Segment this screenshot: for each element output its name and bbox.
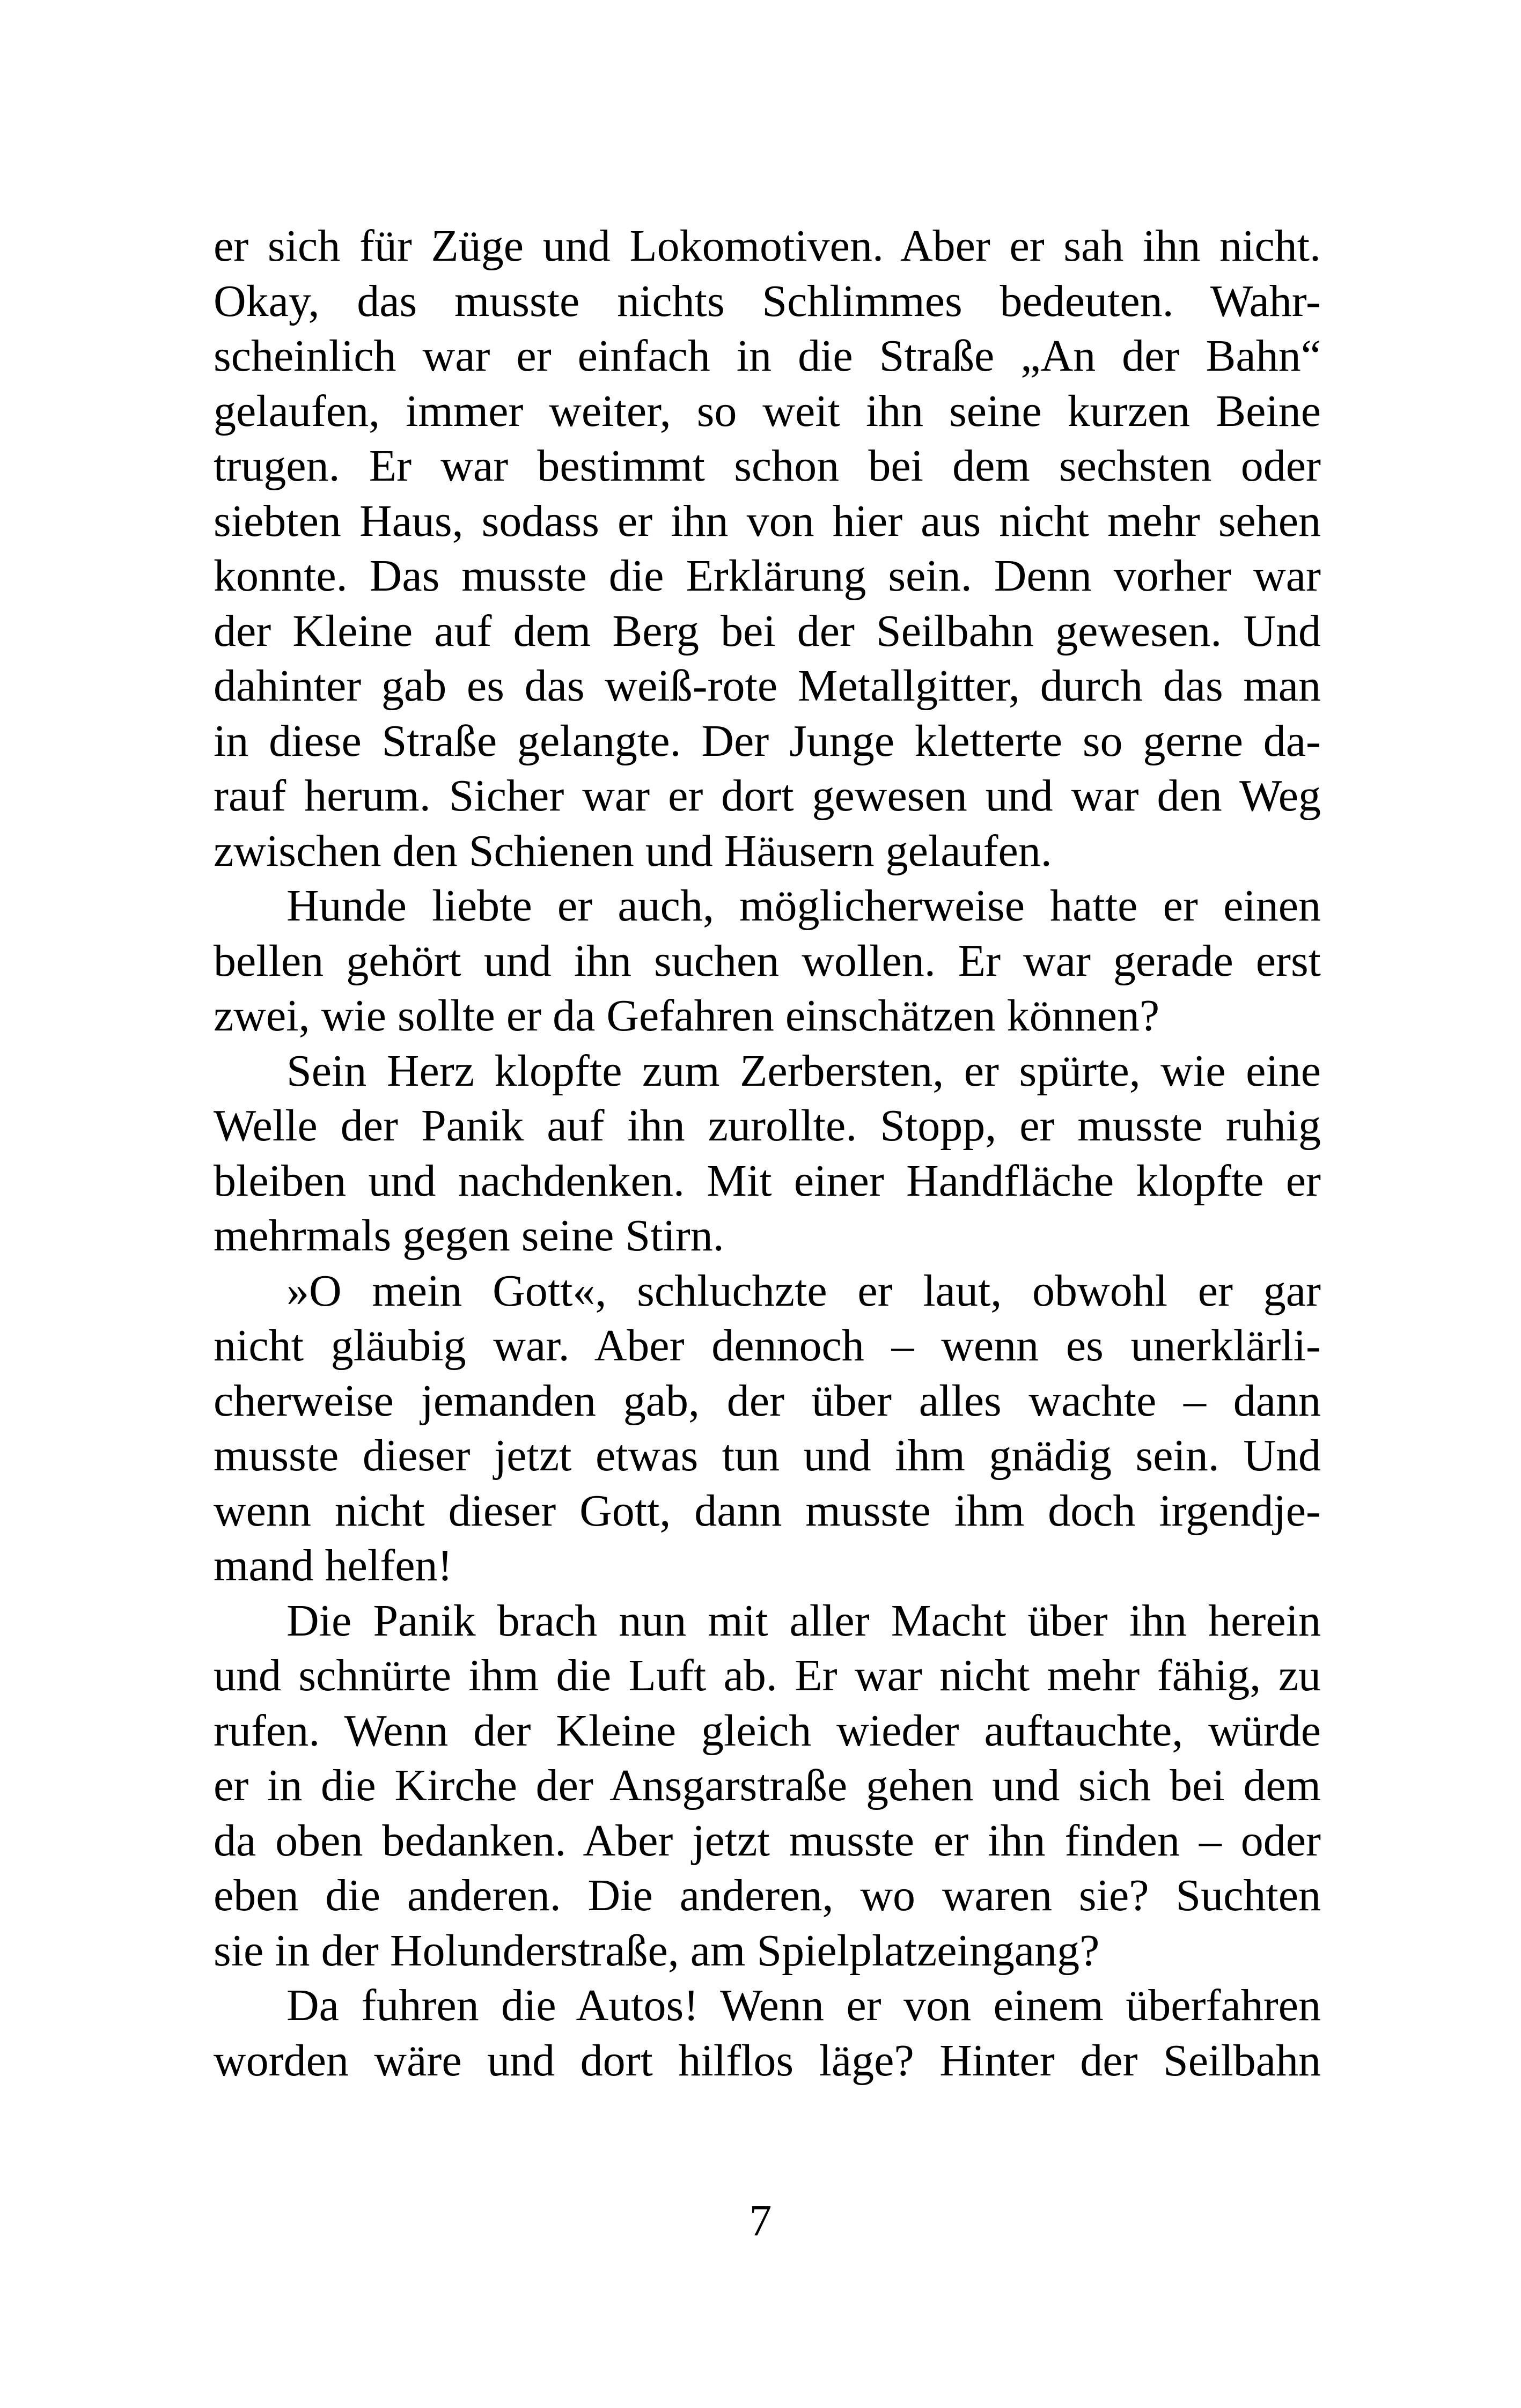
paragraph	[214, 1264, 1321, 1594]
text-line: sie in der Holunderstraße, am Spielplatzeingang?	[214, 1925, 1100, 1976]
paragraph	[214, 1044, 1321, 1264]
text-line: trugen. Er war bestimmt schon bei dem sechsten oder	[214, 441, 1321, 491]
text-line: da oben bedanken. Aber jetzt musste er ihn finden – oder	[214, 1815, 1321, 1866]
text-line: rufen. Wenn der Kleine gleich wieder auftauchte, würde	[214, 1705, 1321, 1756]
text-line: er in die Kirche der Ansgarstraße gehen und sich bei dem	[214, 1761, 1321, 1810]
text-line: und schnürte ihm die Luft ab. Er war nicht mehr fähig, zu	[214, 1651, 1321, 1700]
text-line: Sein Herz klopfte zum Zerbersten, er spürte, wie eine	[286, 1045, 1321, 1096]
text-line: in diese Straße gelangte. Der Junge kletterte so gerne da-	[214, 716, 1321, 766]
text-line: Da fuhren die Autos! Wenn er von einem überfahren	[286, 1980, 1321, 2030]
text-line: siebten Haus, sodass er ihn von hier aus nicht mehr sehen	[214, 496, 1321, 546]
text-line: cherweise jemanden gab, der über alles wachte – dann	[214, 1375, 1321, 1426]
text-line: bleiben und nachdenken. Mit einer Handfläche klopfte er	[214, 1155, 1321, 1206]
paragraph	[214, 1594, 1321, 1979]
paragraph	[214, 219, 1321, 879]
text-line: zwischen den Schienen und Häusern gelaufen.	[214, 826, 1052, 876]
text-line: »O mein Gott«, schluchzte er laut, obwohl er gar	[286, 1265, 1321, 1316]
text-line: musste dieser jetzt etwas tun und ihm gnädig sein. Und	[214, 1431, 1321, 1481]
text-line: worden wäre und dort hilflos läge? Hinter der Seilbahn	[214, 2035, 1321, 2086]
text-line: gelaufen, immer weiter, so weit ihn seine kurzen Beine	[214, 386, 1321, 436]
text-line: zwei, wie sollte er da Gefahren einschätzen können?	[214, 991, 1160, 1041]
text-line: Okay, das musste nichts Schlimmes bedeuten. Wahr-	[214, 276, 1321, 326]
text-line: dahinter gab es das weiß-rote Metallgitter, durch das man	[214, 661, 1321, 711]
text-line: scheinlich war er einfach in die Straße „An der Bahn“	[214, 331, 1321, 381]
text-line: konnte. Das musste die Erklärung sein. Denn vorher war	[214, 551, 1321, 601]
body-text	[214, 219, 1321, 2088]
text-line: der Kleine auf dem Berg bei der Seilbahn gewesen. Und	[214, 606, 1321, 656]
paragraph	[214, 1978, 1321, 2088]
text-line: mand helfen!	[214, 1541, 453, 1590]
text-line: eben die anderen. Die anderen, wo waren sie? Suchten	[214, 1871, 1321, 1920]
text-line: Welle der Panik auf ihn zurollte. Stopp, er musste ruhig	[214, 1101, 1321, 1151]
text-line: er sich für Züge und Lokomotiven. Aber er sah ihn nicht.	[214, 221, 1321, 271]
page-number: 7	[749, 2196, 772, 2245]
text-line: rauf herum. Sicher war er dort gewesen und war den Weg	[214, 771, 1321, 821]
text-line: bellen gehört und ihn suchen wollen. Er war gerade erst	[214, 936, 1321, 986]
paragraph	[214, 879, 1321, 1044]
text-line: nicht gläubig war. Aber dennoch – wenn es unerklärli-	[214, 1321, 1321, 1371]
text-line: Hunde liebte er auch, möglicherweise hatte er einen	[286, 881, 1321, 931]
text-line: Die Panik brach nun mit aller Macht über ihn herein	[286, 1595, 1321, 1646]
text-line: mehrmals gegen seine Stirn.	[214, 1211, 724, 1261]
text-line: wenn nicht dieser Gott, dann musste ihm doch irgendje-	[214, 1485, 1321, 1536]
